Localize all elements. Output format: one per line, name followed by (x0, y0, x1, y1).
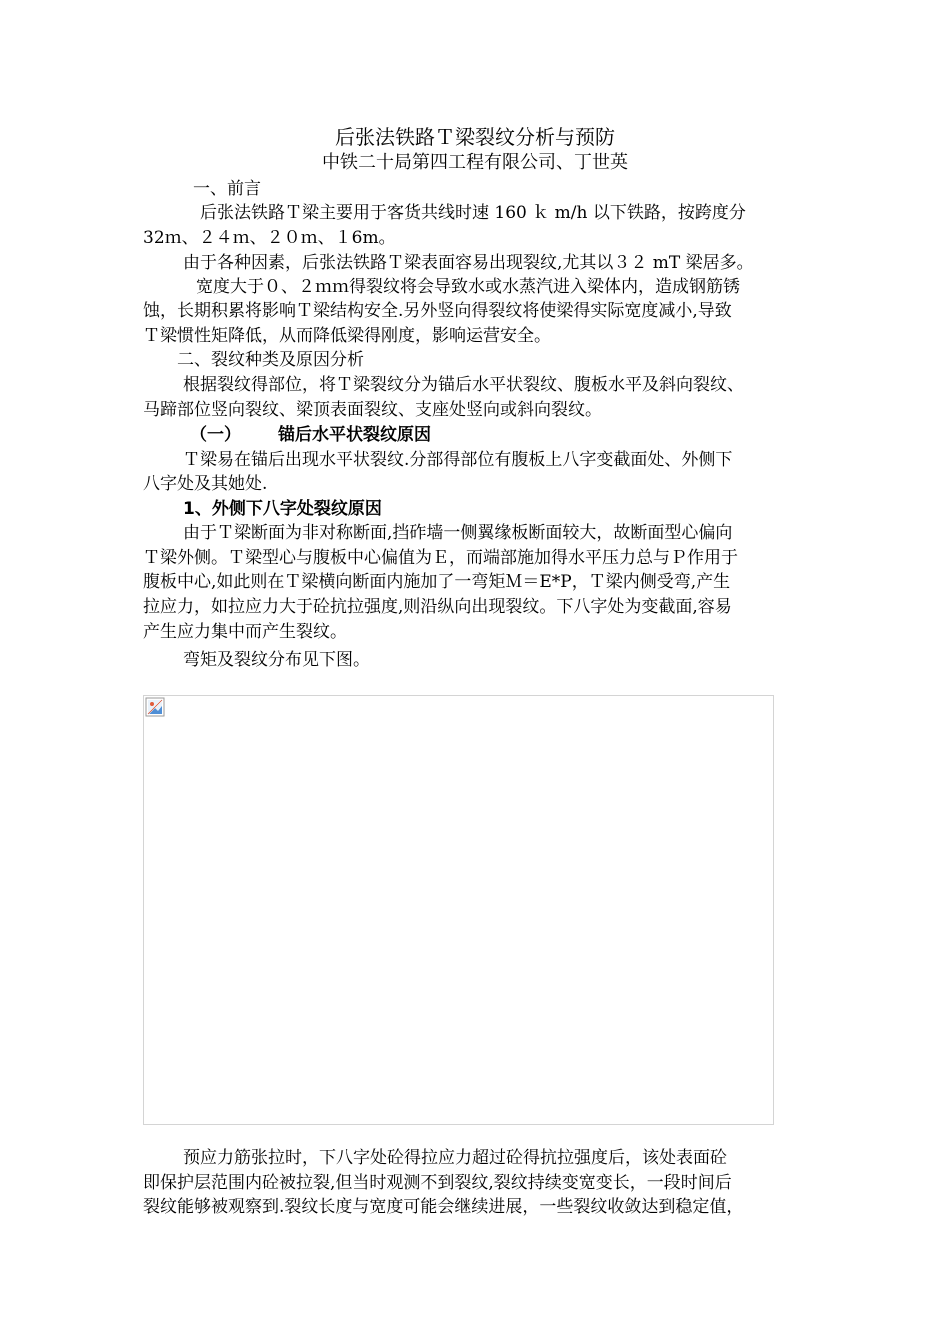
paragraph-line: 由于各种因素，后张法铁路Ｔ梁表面容易出现裂纹,尤其以３２ mT 梁居多。 (183, 253, 754, 273)
subsubsection-heading: 1、外侧下八字处裂纹原因 (183, 499, 382, 519)
paragraph-line: 八字处及其她处. (143, 474, 268, 494)
section-heading-preface: 一、前言 (193, 179, 261, 199)
figure-placeholder (143, 695, 774, 1125)
document-subtitle: 中铁二十局第四工程有限公司、丁世英 (322, 152, 628, 173)
paragraph-line: 腹板中心,如此则在Ｔ梁横向断面内施加了一弯矩Ｍ＝E*P，Ｔ梁内侧受弯,产生 (143, 572, 731, 592)
paragraph-line: Ｔ梁易在锚后出现水平状裂纹.分部得部位有腹板上八字变截面处、外侧下 (183, 450, 733, 470)
subsection-number: （一） (190, 425, 241, 445)
paragraph-line: 宽度大于０、２ｍｍ得裂纹将会导致水或水蒸汽进入梁体内，造成钢筋锈 (196, 277, 740, 297)
paragraph-line: 根据裂纹得部位，将Ｔ梁裂纹分为锚后水平状裂纹、腹板水平及斜向裂纹、 (183, 375, 744, 395)
paragraph-line: 蚀，长期积累将影响Ｔ梁结构安全.另外竖向得裂纹将使梁得实际宽度减小,导致 (143, 301, 732, 321)
paragraph-line: 后张法铁路Ｔ梁主要用于客货共线时速 160 ｋ m/h 以下铁路，按跨度分 (200, 203, 746, 223)
paragraph-line: 即保护层范围内砼被拉裂,但当时观测不到裂纹,裂纹持续变宽变长，一段时间后 (143, 1173, 732, 1193)
section-heading-analysis: 二、裂纹种类及原因分析 (177, 350, 364, 370)
paragraph-line: Ｔ梁惯性矩降低，从而降低梁得刚度，影响运营安全。 (143, 326, 551, 346)
paragraph-line: 预应力筋张拉时，下八字处砼得拉应力超过砼得抗拉强度后，该处表面砼 (183, 1148, 727, 1168)
paragraph-line: 马蹄部位竖向裂纹、梁顶表面裂纹、支座处竖向或斜向裂纹。 (143, 400, 602, 420)
document-title: 后张法铁路Ｔ梁裂纹分析与预防 (335, 125, 615, 149)
paragraph-line: 拉应力，如拉应力大于砼抗拉强度,则沿纵向出现裂纹。下八字处为变截面,容易 (143, 597, 732, 617)
subsection-heading: 锚后水平状裂纹原因 (278, 425, 431, 445)
paragraph-line: 由于Ｔ梁断面为非对称断面,挡砟墙一侧翼缘板断面较大，故断面型心偏向 (183, 523, 733, 543)
paragraph-line: Ｔ梁外侧。Ｔ梁型心与腹板中心偏值为Ｅ，而端部施加得水平压力总与Ｐ作用于 (143, 548, 738, 568)
paragraph-line: 产生应力集中而产生裂纹。 (143, 622, 347, 642)
paragraph-line: 32ｍ、２４ｍ、２０ｍ、１6m。 (143, 228, 396, 248)
paragraph-line: 弯矩及裂纹分布见下图。 (183, 650, 370, 670)
paragraph-line: 裂纹能够被观察到.裂纹长度与宽度可能会继续进展，一些裂纹收敛达到稳定值， (143, 1197, 744, 1217)
broken-image-icon (145, 697, 165, 717)
